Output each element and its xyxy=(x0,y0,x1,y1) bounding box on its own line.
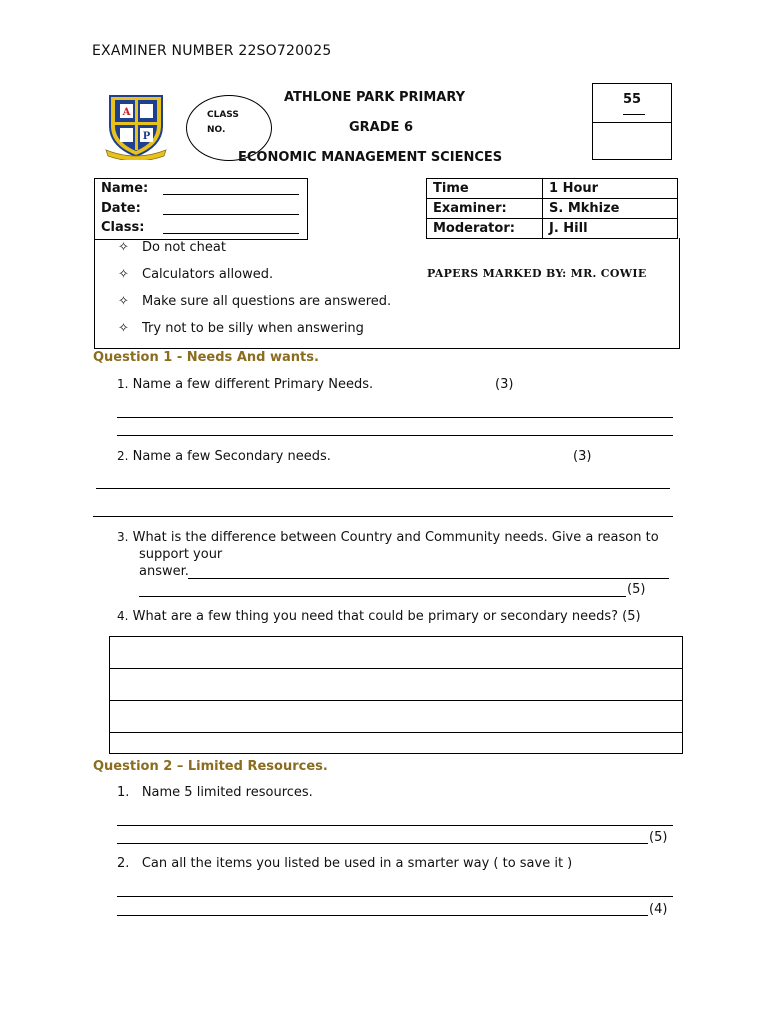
item-text: What is the difference between Country and Community needs. Give a reason to xyxy=(132,530,659,545)
rule-item xyxy=(118,267,273,282)
examiner-value: S. Mkhize xyxy=(543,199,678,219)
item-number: 2. xyxy=(117,856,130,871)
table-row[interactable] xyxy=(110,733,683,754)
total-marks: 55 xyxy=(622,92,642,107)
answer-line[interactable] xyxy=(117,915,648,916)
answer-line[interactable] xyxy=(117,825,673,826)
item-number: 4. xyxy=(117,609,129,623)
table-row[interactable] xyxy=(110,669,683,701)
item-text: Name 5 limited resources. xyxy=(141,785,313,800)
star-bullet-icon: ✧ xyxy=(118,294,129,309)
rule-text: Try not to be silly when answering xyxy=(142,321,364,336)
answer-line[interactable] xyxy=(96,488,670,489)
table-row xyxy=(427,199,678,219)
q1-item-2 xyxy=(117,449,331,464)
rule-item xyxy=(118,294,391,309)
rule-text: Make sure all questions are answered. xyxy=(142,294,392,309)
item-text: What are a few thing you need that could be primary or secondary needs? (5) xyxy=(132,609,641,624)
student-info-box xyxy=(94,178,308,240)
answer-cell[interactable] xyxy=(110,733,683,754)
subject-title: ECONOMIC MANAGEMENT SCIENCES xyxy=(238,150,503,165)
star-bullet-icon: ✧ xyxy=(118,267,129,282)
rules-box xyxy=(94,238,680,349)
class-label: CLASS xyxy=(207,110,239,120)
answer-line[interactable] xyxy=(117,435,673,436)
q2-item-2 xyxy=(117,856,572,871)
class-no-label: NO. xyxy=(207,125,226,135)
q1-item-2-marks: (3) xyxy=(573,449,592,464)
moderator-value: J. Hill xyxy=(543,219,678,239)
answer-table[interactable] xyxy=(109,636,683,754)
rule-text: Calculators allowed. xyxy=(142,267,274,282)
time-value: 1 Hour xyxy=(543,179,678,199)
item-number: 3. xyxy=(117,530,129,544)
q1-item-3-marks: (5) xyxy=(627,582,646,597)
table-row xyxy=(427,219,678,239)
answer-line[interactable] xyxy=(117,843,648,844)
answer-line[interactable] xyxy=(117,896,673,897)
item-number: 1. xyxy=(117,785,130,800)
date-field[interactable] xyxy=(163,214,299,215)
answer-cell[interactable] xyxy=(110,637,683,669)
answer-line[interactable] xyxy=(188,578,669,579)
star-bullet-icon: ✧ xyxy=(118,240,129,255)
grade: GRADE 6 xyxy=(349,120,413,135)
rule-item xyxy=(118,321,364,336)
score-divider xyxy=(593,122,671,123)
school-name: ATHLONE PARK PRIMARY xyxy=(284,90,466,105)
answer-line[interactable] xyxy=(139,596,626,597)
class-label-field: Class: xyxy=(101,220,145,235)
question-2-heading: Question 2 – Limited Resources. xyxy=(93,759,328,774)
item-number: 2. xyxy=(117,449,129,463)
question-1-heading: Question 1 - Needs And wants. xyxy=(93,350,319,365)
class-field[interactable] xyxy=(163,233,299,234)
rule-item xyxy=(118,240,226,255)
q2-item-1 xyxy=(117,785,313,800)
time-key: Time xyxy=(427,179,543,199)
table-row[interactable] xyxy=(110,637,683,669)
name-label: Name: xyxy=(101,181,149,196)
q1-item-1 xyxy=(117,377,373,392)
q2-item-2-marks: (4) xyxy=(649,902,668,917)
q1-item-3 xyxy=(117,530,659,545)
date-label: Date: xyxy=(101,201,141,216)
answer-cell[interactable] xyxy=(110,701,683,733)
q2-item-1-marks: (5) xyxy=(649,830,668,845)
examiner-number: EXAMINER NUMBER 22SO720025 xyxy=(92,43,332,59)
q1-item-3-line3: answer. xyxy=(139,564,189,579)
answer-line[interactable] xyxy=(93,516,673,517)
moderator-key: Moderator: xyxy=(427,219,543,239)
exam-meta-table xyxy=(426,178,678,239)
papers-marked-by: PAPERS MARKED BY: MR. COWIE xyxy=(427,267,647,280)
score-box[interactable] xyxy=(592,83,672,160)
table-row[interactable] xyxy=(110,701,683,733)
item-text: Name a few Secondary needs. xyxy=(132,449,331,464)
table-row xyxy=(427,179,678,199)
q1-item-1-marks: (3) xyxy=(495,377,514,392)
score-dash xyxy=(623,114,645,115)
rule-text: Do not cheat xyxy=(142,240,226,255)
answer-cell[interactable] xyxy=(110,669,683,701)
name-field[interactable] xyxy=(163,194,299,195)
examiner-key: Examiner: xyxy=(427,199,543,219)
q1-item-3-line2: support your xyxy=(139,547,223,562)
item-text: Can all the items you listed be used in a smarter way ( to save it ) xyxy=(141,856,573,871)
school-logo xyxy=(104,92,168,160)
star-bullet-icon: ✧ xyxy=(118,321,129,336)
item-number: 1. xyxy=(117,377,129,391)
logo-letter-a: A xyxy=(122,107,131,118)
item-text: Name a few different Primary Needs. xyxy=(132,377,374,392)
answer-line[interactable] xyxy=(117,417,673,418)
logo-letter-p: P xyxy=(142,131,151,142)
q1-item-4 xyxy=(117,609,641,624)
